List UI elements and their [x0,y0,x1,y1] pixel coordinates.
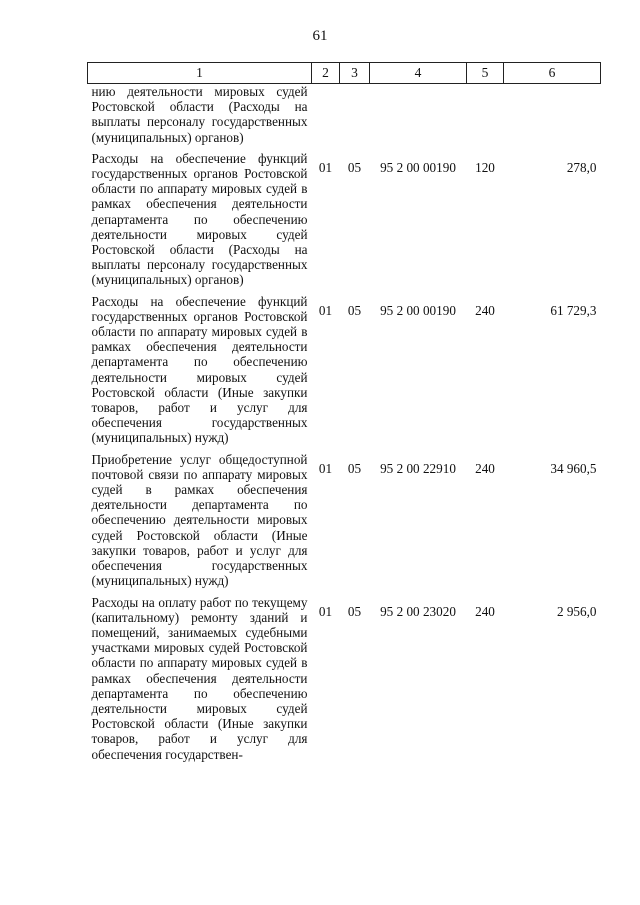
table-row [88,595,601,768]
column-number-header-row [88,63,601,84]
row-subsection: 05 [347,302,362,318]
column-header-6: 6 [504,63,601,84]
row-expense-type: 240 [475,603,495,619]
column-header-1: 1 [88,63,312,84]
column-header-5: 5 [467,63,504,84]
row-description: нию деятельности мировых судей Ростовской области (Расходы на выплаты персоналу государственных (муниципальных) органов) [91,84,308,145]
table-row [88,452,601,595]
row-amount: 61 729,3 [550,302,597,318]
row-expense-type [467,84,504,151]
row-section: 01 [318,460,333,476]
column-header-3: 3 [340,63,370,84]
row-subsection: 05 [347,159,362,175]
row-expense-type: 240 [475,302,495,318]
row-target-code: 95 2 00 00190 [380,159,456,175]
row-amount: 278,0 [566,159,597,175]
row-description: Расходы на обеспечение функций государственных органов Ростовской области по аппарату мировых судей в рамках обеспечения деятельности департамента по обеспечению деятельности мировых судей Ростовской области (Иные закупки товаров, работ и услуг для обеспечения государственных (муниципальных) нужд) [91,293,308,446]
row-target-code: 95 2 00 23020 [380,603,456,619]
table-row [88,151,601,294]
row-section: 01 [318,302,333,318]
row-section: 01 [318,159,333,175]
row-target-code: 95 2 00 22910 [380,460,456,476]
row-description: Приобретение услуг общедоступной почтовой связи по аппарату мировых судей в рамках обеспечения деятельности департамента по обеспечению деятельности мировых судей Ростовской области (Иные закупки товаров, работ и услуг для обеспечения государственных (муниципальных) нужд) [91,451,308,589]
page-number: 61 [312,28,328,44]
table-row [88,84,601,151]
row-expense-type: 120 [475,159,495,175]
row-subsection: 05 [347,460,362,476]
row-amount: 34 960,5 [550,460,597,476]
budget-table [87,62,601,768]
row-description: Расходы на оплату работ по текущему (капитальному) ремонту зданий и помещений, занимаемых судебными участками мировых судей Ростовской области по аппарату мировых судей в рамках обеспечения деятельности департамента по обеспечению деятельности мировых судей Ростовской области (Иные закупки товаров, работ и услуг для обеспечения государствен- [91,594,308,762]
row-amount: 2 956,0 [556,603,597,619]
row-section: 01 [318,603,333,619]
row-description: Расходы на обеспечение функций государственных органов Ростовской области по аппарату мировых судей в рамках обеспечения деятельности департамента по обеспечению деятельности мировых судей Ростовской области (Расходы на выплаты персоналу государственных (муниципальных) органов) [91,150,308,288]
row-subsection: 05 [347,603,362,619]
row-expense-type: 240 [475,460,495,476]
column-header-2: 2 [312,63,340,84]
row-target-code [370,84,467,151]
row-subsection [340,84,370,151]
row-section [312,84,340,151]
row-target-code: 95 2 00 00190 [380,302,456,318]
column-header-4: 4 [370,63,467,84]
table-row [88,294,601,452]
row-amount [504,84,601,151]
